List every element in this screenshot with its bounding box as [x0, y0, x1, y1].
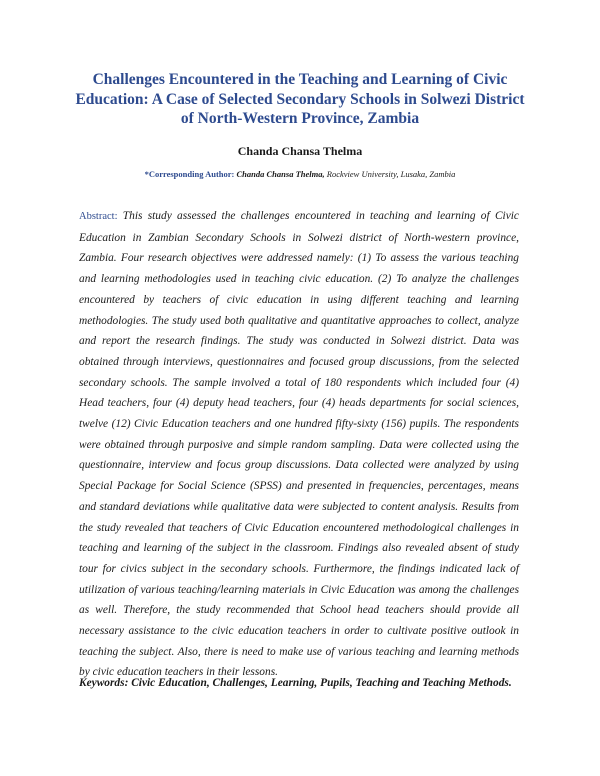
abstract-text: This study assessed the challenges encountered in teaching and learning of Civic Education in Zambian Secondary Schools in Solwezi district of North-western province, Zambia. Four research objectives were addressed namely: (1) To assess the various teaching and learning methodologies used in teaching civic education. (2) To analyze the challenges encountered by teachers of civic education in using different teaching and learning methodologies. The study used both qualitative and quantitative approaches to collect, analyze and report the research findings. The study was conducted in Solwezi district. Data was obtained through interviews, questionnaires and focused group discussions, from the selected secondary schools. The sample involved a total of 180 respondents which included four (4) Head teachers, four (4) deputy head teachers, four (4) heads departments for social sciences, twelve (12) Civic Education teachers and one hundred fifty-sixty (156) pupils. The respondents were obtained through purposive and simple random sampling. Data were collected using the questionnaire, interview and focus group discussions. Data collected were analyzed by using Special Package for Social Science (SPSS) and presented in frequencies, percentages, means and standard deviations while qualitative data were subjected to content analysis. Results from the study revealed that teachers of Civic Education encountered methodological challenges in teaching and learning of the subject in the classroom. Findings also revealed absent of study tour for civics subject in the secondary schools. Furthermore, the findings indicated lack of utilization of various teaching/learning materials in Civic Education was among the challenges as well. Therefore, the study recommended that School head teachers should provide all necessary assistance to the civic education teachers in order to cultivate positive outlook in teaching the subject. Also, there is need to make use of various teaching and learning methods by civic education teachers in their lessons. [79, 210, 519, 679]
corresponding-author-name: Chanda Chansa Thelma, [236, 169, 325, 179]
abstract [79, 206, 519, 683]
corresponding-author-line [0, 169, 600, 179]
author-name: Chanda Chansa Thelma [237, 144, 363, 158]
corresponding-author-label: *Corresponding Author: [144, 169, 235, 179]
paper-title: Challenges Encountered in the Teaching and Learning of Civic Education: A Case of Selected Secondary Schools in Solwezi District of North-Western Province, Zambia [75, 71, 525, 127]
corresponding-author-affiliation: Rockview University, Lusaka, Zambia [326, 169, 456, 179]
abstract-label: Abstract: [79, 211, 118, 222]
keywords: Keywords: Civic Education, Challenges, Learning, Pupils, Teaching and Teaching Methods. [79, 677, 512, 689]
